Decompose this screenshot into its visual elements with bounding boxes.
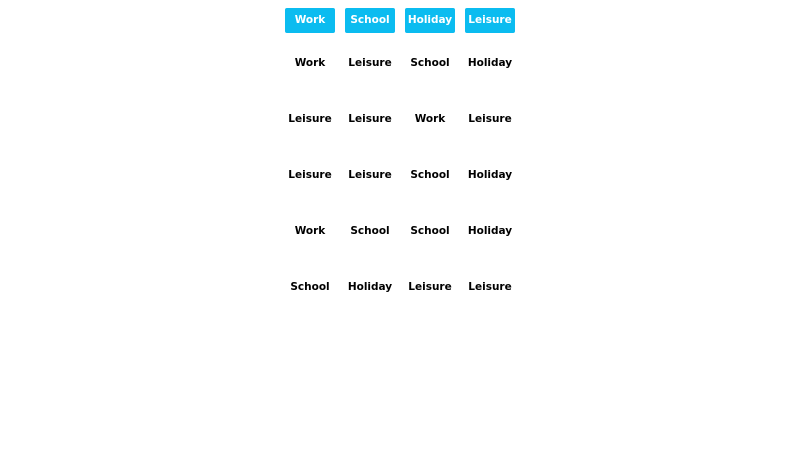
- grid-cell: Work: [414, 113, 446, 125]
- grid-cell: Leisure: [468, 281, 512, 293]
- grid-row: [280, 218, 520, 274]
- grid-cell: School: [290, 281, 330, 293]
- grid-cell: Leisure: [348, 169, 392, 181]
- grid-cell: Leisure: [348, 113, 392, 125]
- grid-cell: Holiday: [347, 281, 393, 293]
- category-button-row: [285, 8, 515, 33]
- grid-cell: Leisure: [348, 57, 392, 69]
- grid-cell: School: [410, 57, 450, 69]
- grid-cell: Holiday: [467, 225, 513, 237]
- holiday-button[interactable]: Holiday: [405, 8, 455, 33]
- grid-cell: Work: [294, 225, 326, 237]
- grid-cell: Leisure: [288, 169, 332, 181]
- label-grid: [280, 50, 520, 330]
- grid-cell: Holiday: [467, 169, 513, 181]
- grid-cell: Holiday: [467, 57, 513, 69]
- grid-row: [280, 50, 520, 106]
- grid-cell: Leisure: [468, 113, 512, 125]
- grid-row: [280, 162, 520, 218]
- grid-row: [280, 106, 520, 162]
- grid-cell: Leisure: [288, 113, 332, 125]
- grid-cell: School: [350, 225, 390, 237]
- grid-cell: School: [410, 169, 450, 181]
- grid-cell: Work: [294, 57, 326, 69]
- grid-row: [280, 274, 520, 330]
- work-button[interactable]: Work: [285, 8, 335, 33]
- grid-cell: Leisure: [408, 281, 452, 293]
- school-button[interactable]: School: [345, 8, 395, 33]
- leisure-button[interactable]: Leisure: [465, 8, 515, 33]
- grid-cell: School: [410, 225, 450, 237]
